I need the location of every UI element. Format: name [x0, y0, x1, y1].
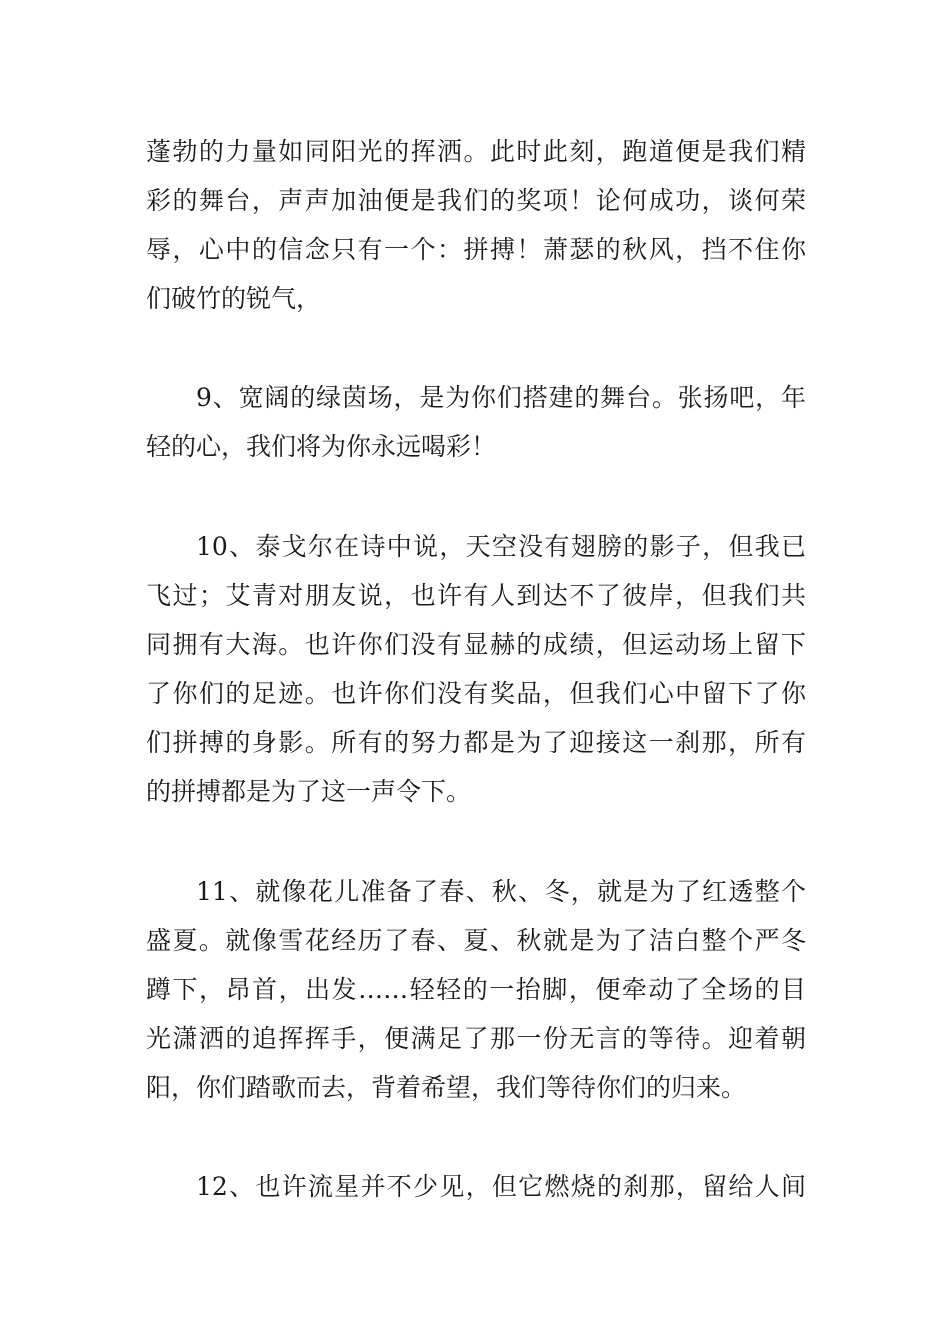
text-line: 11、就像花儿准备了春、秋、冬，就是为了红透整个: [196, 877, 806, 906]
text-line: 们破竹的锐气，: [146, 284, 322, 313]
text-line: 飞过；艾青对朋友说，也许有人到达不了彼岸，但我们共: [146, 581, 806, 610]
text-line: 同拥有大海。也许你们没有显赫的成绩，但运动场上留下: [146, 630, 806, 659]
text-line: 辱，心中的信念只有一个：拼搏！萧瑟的秋风，挡不住你: [146, 235, 806, 264]
text-line: 了你们的足迹。也许你们没有奖品，但我们心中留下了你: [146, 679, 806, 708]
text-line: 彩的舞台，声声加油便是我们的奖项！论何成功，谈何荣: [146, 186, 806, 215]
text-line: 蹲下，昂首，出发……轻轻的一抬脚，便牵动了全场的目: [146, 975, 806, 1004]
text-line: 光潇洒的追挥挥手，便满足了那一份无言的等待。迎着朝: [146, 1024, 806, 1053]
text-line: 的拼搏都是为了这一声令下。: [146, 777, 472, 806]
text-line: 9、宽阔的绿茵场，是为你们搭建的舞台。张扬吧，年: [196, 383, 806, 412]
text-line: 12、也许流星并不少见，但它燃烧的刹那，留给人间: [196, 1172, 806, 1201]
text-line: 们拼搏的身影。所有的努力都是为了迎接这一刹那，所有: [146, 728, 806, 757]
text-line: 蓬勃的力量如同阳光的挥洒。此时此刻，跑道便是我们精: [146, 137, 806, 166]
text-line: 10、泰戈尔在诗中说，天空没有翅膀的影子，但我已: [196, 532, 806, 561]
text-line: 阳，你们踏歌而去，背着希望，我们等待你们的归来。: [146, 1073, 747, 1102]
text-line: 盛夏。就像雪花经历了春、夏、秋就是为了洁白整个严冬: [146, 926, 806, 955]
text-line: 轻的心，我们将为你永远喝彩！: [146, 432, 497, 461]
